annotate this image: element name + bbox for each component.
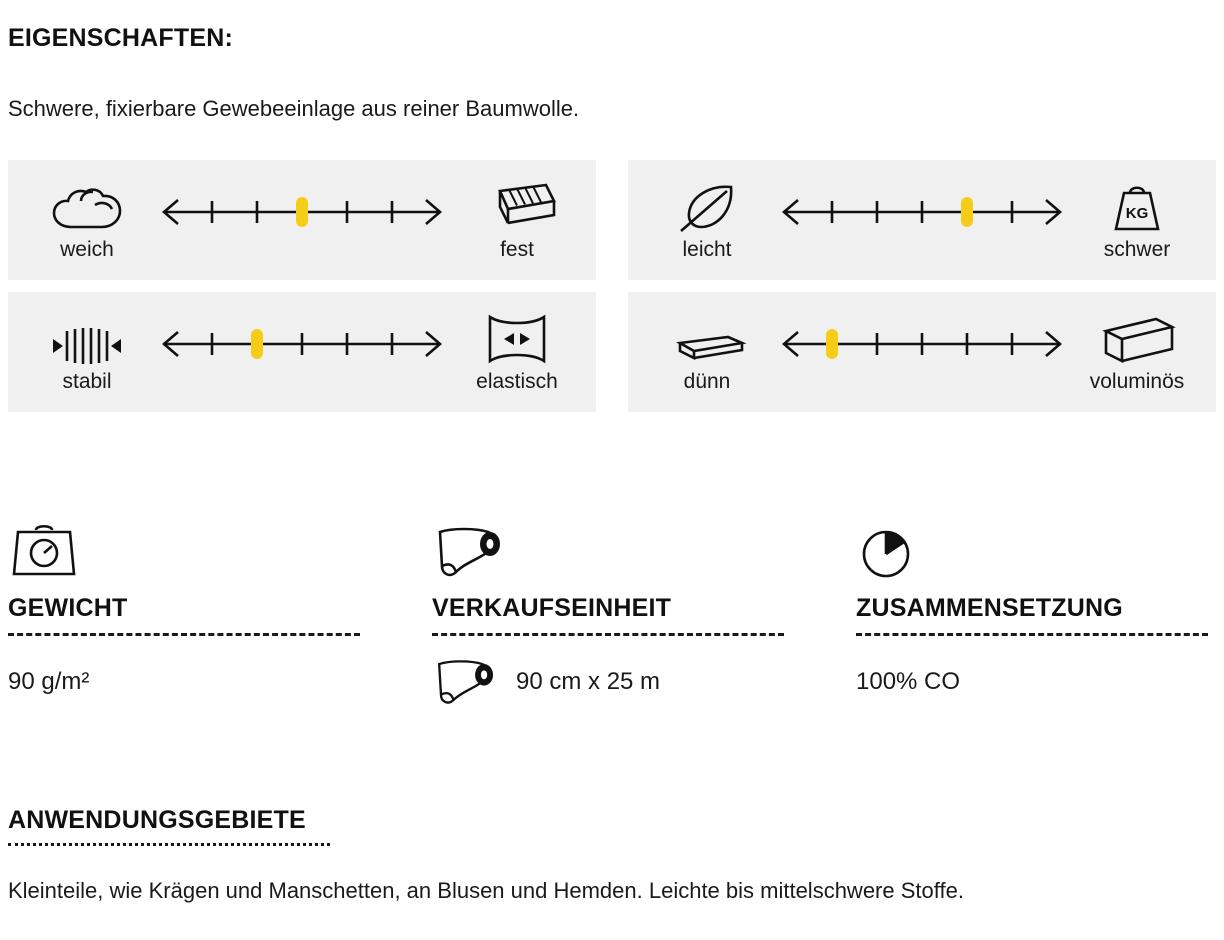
- scale-marker: [961, 197, 973, 227]
- applications-text: Kleinteile, wie Krägen und Manschetten, an Blusen und Hemden. Leichte bis mittelschwere Stoffe.: [8, 878, 964, 903]
- scale-track: [152, 188, 452, 252]
- scale-track: [772, 188, 1072, 252]
- brick-icon: [476, 181, 558, 233]
- divider: [856, 633, 1208, 636]
- scale-track: [772, 320, 1072, 384]
- spec-title: VERKAUFSEINHEIT: [432, 594, 672, 622]
- scale-left-end: [642, 181, 772, 260]
- applications-divider: [8, 843, 330, 846]
- scale-right-end: [452, 313, 582, 392]
- spec-value: [8, 654, 432, 710]
- scale-right-end: [1072, 181, 1202, 260]
- scale-right-label: elastisch: [476, 369, 558, 393]
- spec-value: [432, 654, 856, 710]
- properties-description: Schwere, fixierbare Gewebeeinlage aus reiner Baumwolle.: [8, 96, 580, 121]
- property-scale-stability: [8, 292, 596, 412]
- elastic-fabric-icon: [482, 313, 552, 365]
- spec-weight: [8, 520, 432, 710]
- scale-marker: [296, 197, 308, 227]
- pie-chart-icon: [856, 520, 1216, 582]
- divider: [432, 633, 784, 636]
- scale-icon: [8, 520, 432, 582]
- scale-left-end: [22, 181, 152, 260]
- spec-sales-unit: [432, 520, 856, 710]
- scale-left-end: [642, 313, 772, 392]
- specs-row: [8, 520, 1216, 710]
- divider: [8, 633, 360, 636]
- feather-icon: [675, 181, 739, 233]
- spec-composition: [856, 520, 1216, 710]
- spec-title: GEWICHT: [8, 594, 128, 622]
- scale-track: [152, 320, 452, 384]
- applications-heading: ANWENDUNGSGEBIETE: [8, 806, 306, 834]
- properties-heading: EIGENSCHAFTEN:: [8, 24, 234, 52]
- scale-left-label: stabil: [62, 369, 112, 393]
- property-scale-softness: [8, 160, 596, 280]
- properties-grid: [8, 160, 1216, 412]
- scale-left-label: dünn: [683, 369, 731, 393]
- fabric-roll-icon: [432, 655, 502, 709]
- scale-right-end: [1072, 313, 1202, 392]
- volume-box-icon: [1096, 313, 1178, 365]
- cloud-icon: [51, 181, 123, 233]
- property-scale-weight: [628, 160, 1216, 280]
- scale-left-label: leicht: [682, 237, 732, 261]
- thin-sheet-icon: [666, 313, 748, 365]
- scale-left-label: weich: [60, 237, 114, 261]
- scale-right-label: fest: [500, 237, 534, 261]
- fabric-roll-icon: [432, 520, 856, 582]
- weight-kg-icon: [1106, 181, 1168, 233]
- spec-value-text: 90 cm x 25 m: [516, 668, 661, 695]
- spec-value: [856, 654, 1216, 710]
- spec-value-text: 100% CO: [856, 668, 961, 695]
- scale-left-end: [22, 313, 152, 392]
- scale-right-label: voluminös: [1089, 369, 1185, 393]
- stable-lines-icon: [49, 313, 125, 365]
- property-scale-volume: [628, 292, 1216, 412]
- scale-marker: [251, 329, 263, 359]
- scale-right-label: schwer: [1103, 237, 1171, 261]
- scale-marker: [826, 329, 838, 359]
- spec-value-text: 90 g/m²: [8, 668, 90, 695]
- svg-text:KG: KG: [1125, 204, 1149, 222]
- scale-right-end: [452, 181, 582, 260]
- spec-title: ZUSAMMENSETZUNG: [856, 594, 1123, 622]
